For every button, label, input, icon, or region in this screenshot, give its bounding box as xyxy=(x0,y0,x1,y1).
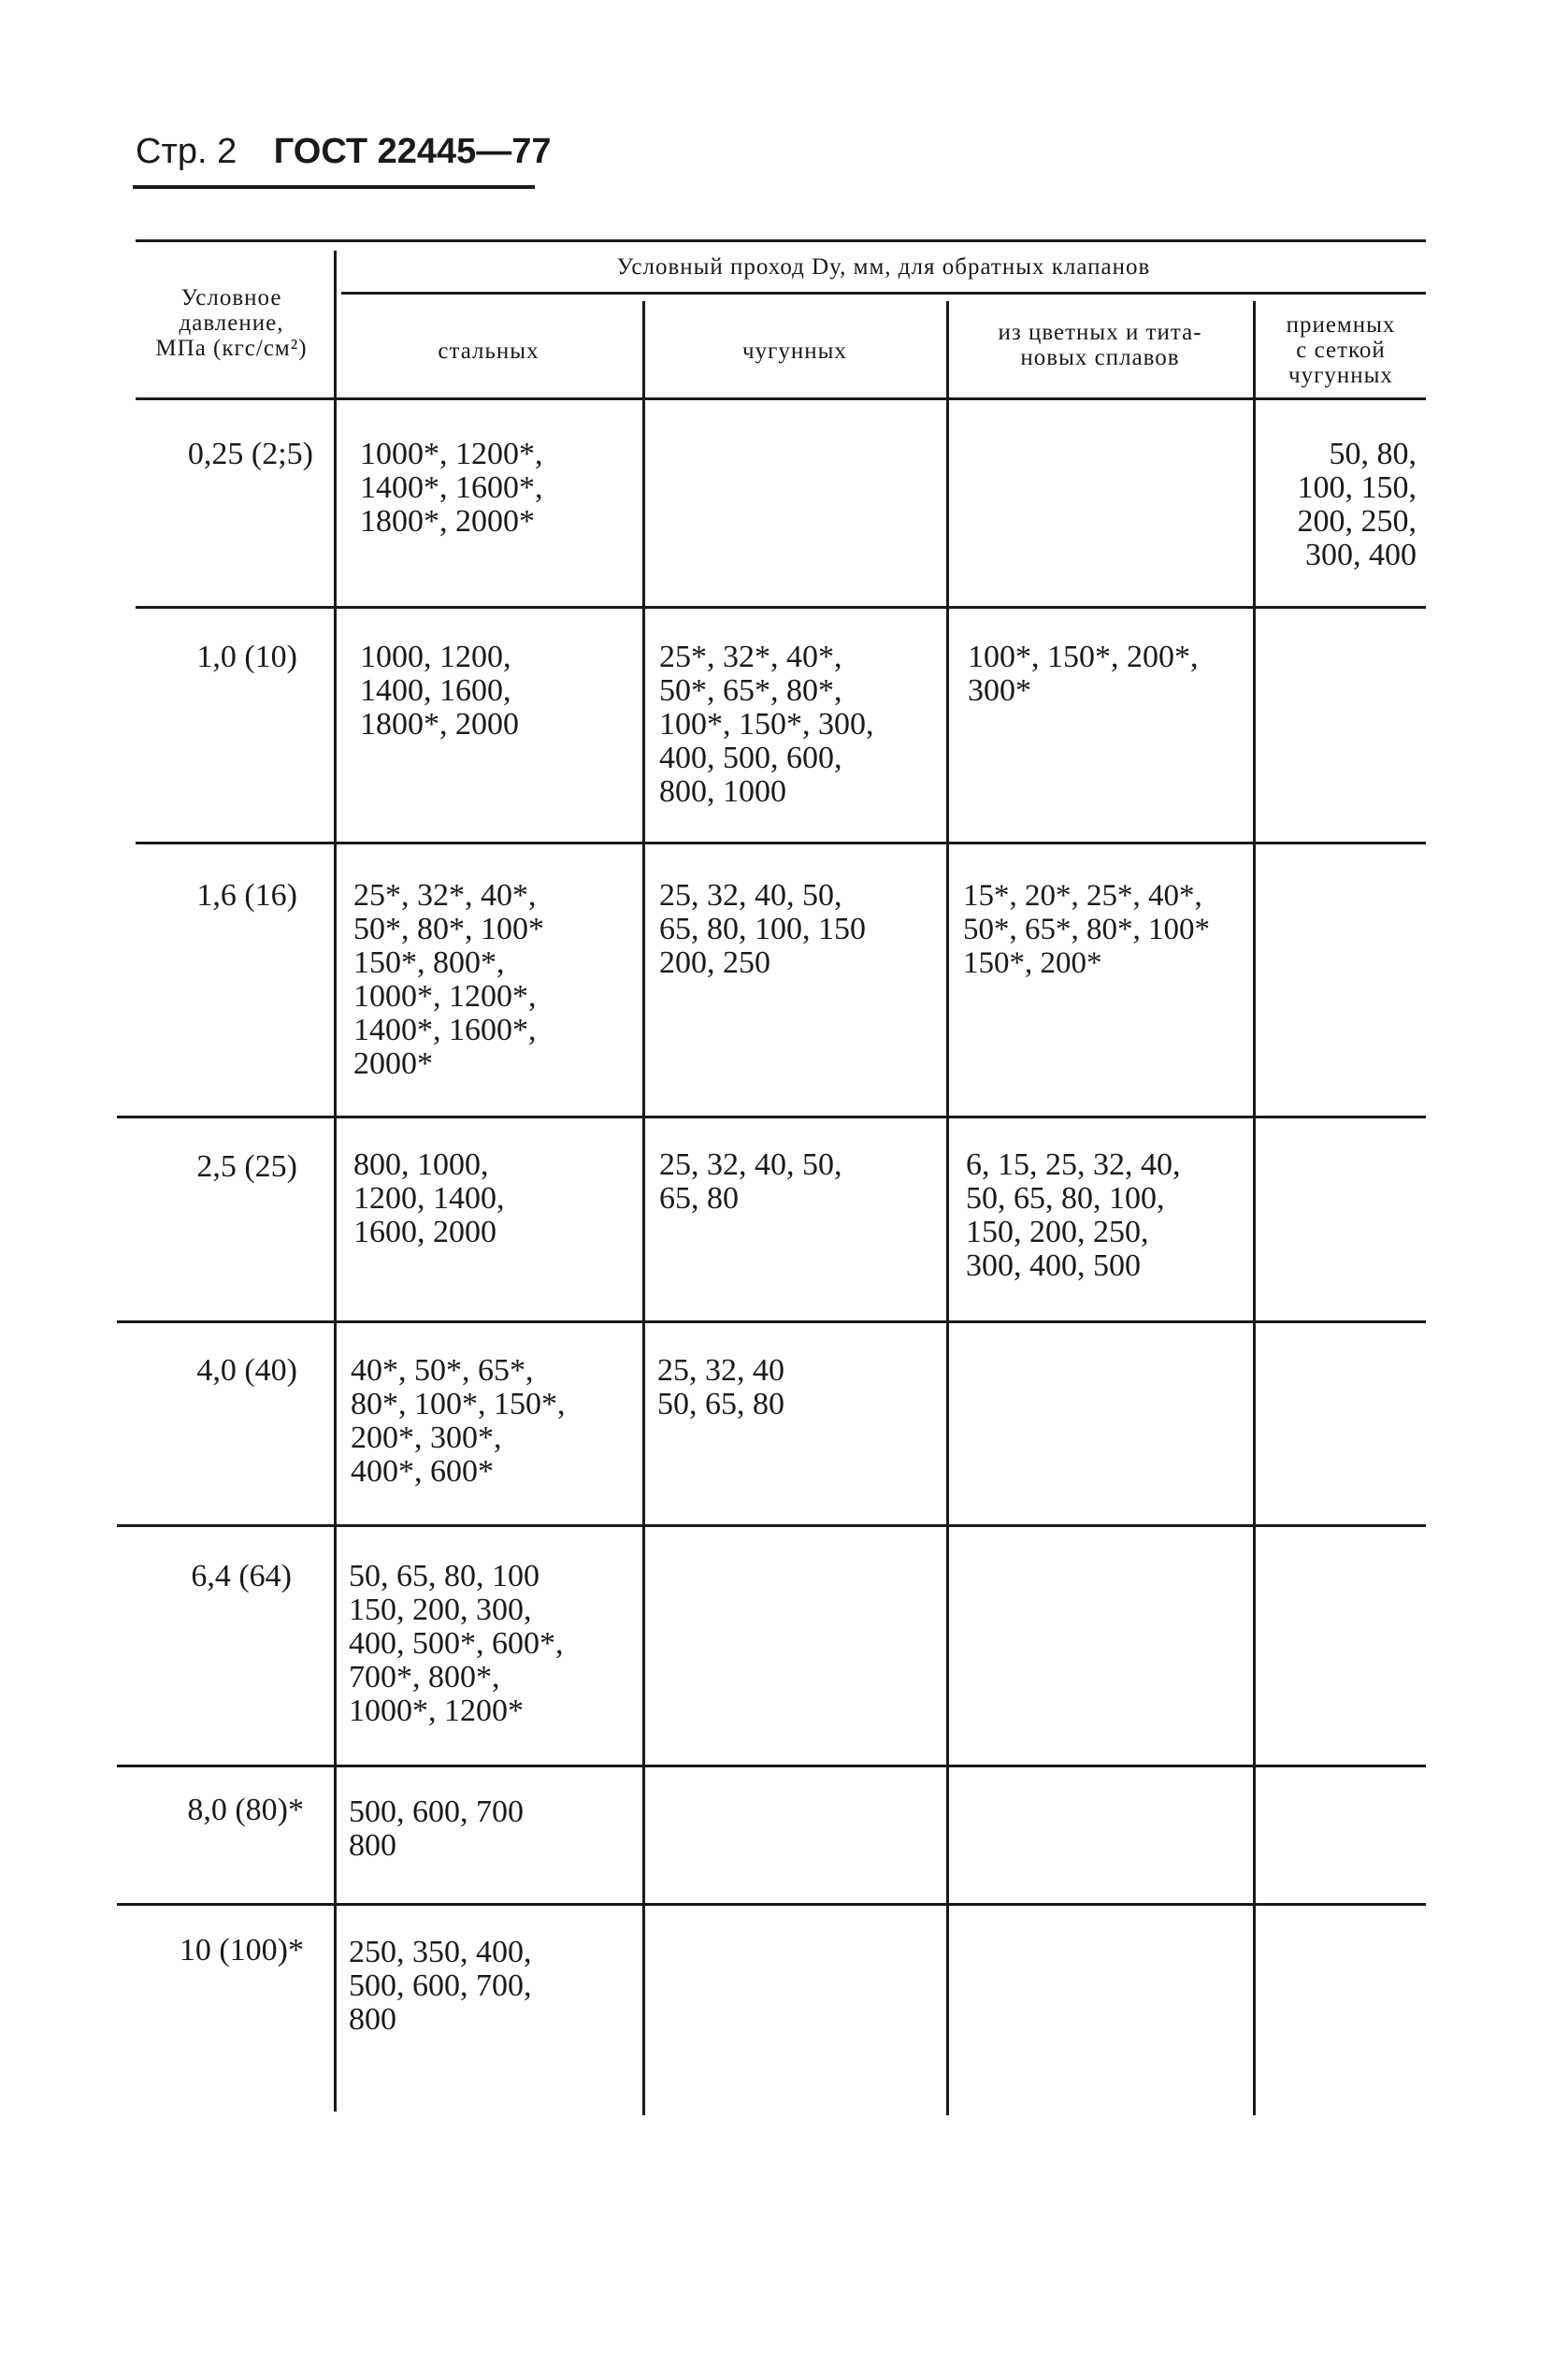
col-header-nonferrous: из цветных и тита- новых сплавов xyxy=(998,320,1202,370)
cast-iron-cell: 25, 32, 40, 50, 65, 80 xyxy=(659,1147,842,1216)
steel-cell: 40*, 50*, 65*, 80*, 100*, 150*, 200*, 300*, 400*, 600* xyxy=(351,1353,566,1489)
cast-iron-cell: 25, 32, 40, 50, 65, 80, 100, 150 200, 250 xyxy=(659,878,866,980)
row-divider xyxy=(117,1320,1426,1323)
intake-cell: 50, 80, 100, 150, 200, 250, 300, 400 xyxy=(1297,437,1417,572)
header-bottom-rule xyxy=(136,397,1426,400)
nonferrous-cell: 6, 15, 25, 32, 40, 50, 65, 80, 100, 150, 200, 250, 300, 400, 500 xyxy=(966,1147,1181,1283)
page-number: Стр. 2 xyxy=(136,132,237,171)
col-group-header: Условный проход Dу, мм, для обратных клапанов xyxy=(616,254,1151,280)
pressure-cell: 0,25 (2;5) xyxy=(187,437,313,471)
pressure-cell: 4,0 (40) xyxy=(196,1353,297,1388)
steel-cell: 50, 65, 80, 100 150, 200, 300, 400, 500*, 600*, 700*, 800*, 1000*, 1200* xyxy=(349,1559,564,1728)
steel-cell: 800, 1000, 1200, 1400, 1600, 2000 xyxy=(353,1147,505,1249)
cast-iron-cell: 25*, 32*, 40*, 50*, 65*, 80*, 100*, 150*, 300, 400, 500, 600, 800, 1000 xyxy=(659,640,874,809)
page-header xyxy=(136,131,552,172)
pressure-cell: 10 (100)* xyxy=(179,1933,304,1968)
steel-cell: 25*, 32*, 40*, 50*, 80*, 100* 150*, 800*, 1000*, 1200*, 1400*, 1600*, 2000* xyxy=(353,878,544,1081)
row-divider xyxy=(117,1903,1426,1906)
nonferrous-cell: 15*, 20*, 25*, 40*, 50*, 65*, 80*, 100* 150*, 200* xyxy=(963,879,1210,980)
steel-cell: 250, 350, 400, 500, 600, 700, 800 xyxy=(349,1935,532,2037)
col-header-steel: стальных xyxy=(438,339,539,364)
header-underline xyxy=(133,185,535,189)
row-divider xyxy=(136,842,1426,844)
group-header-rule xyxy=(341,292,1426,295)
row-divider xyxy=(136,606,1426,609)
nonferrous-cell: 100*, 150*, 200*, 300* xyxy=(968,640,1199,708)
pressure-cell: 8,0 (80)* xyxy=(187,1793,304,1827)
col-divider-pressure xyxy=(334,251,337,2112)
row-divider xyxy=(117,1116,1426,1118)
pressure-cell: 6,4 (64) xyxy=(191,1559,292,1593)
row-divider xyxy=(117,1765,1426,1767)
col-divider-steel xyxy=(642,301,645,2115)
col-header-intake: приемных с сеткой чугунных xyxy=(1286,312,1396,388)
pressure-cell: 1,6 (16) xyxy=(196,878,297,913)
pressure-cell: 1,0 (10) xyxy=(196,640,297,674)
steel-cell: 1000*, 1200*, 1400*, 1600*, 1800*, 2000* xyxy=(360,437,543,539)
table-top-rule xyxy=(136,239,1426,242)
steel-cell: 500, 600, 700 800 xyxy=(349,1795,524,1863)
col-header-pressure: Условное давление, МПа (кгс/см²) xyxy=(155,285,308,361)
col-header-cast-iron: чугунных xyxy=(742,339,847,364)
pressure-cell: 2,5 (25) xyxy=(196,1149,297,1184)
cast-iron-cell: 25, 32, 40 50, 65, 80 xyxy=(657,1353,784,1421)
row-divider xyxy=(117,1524,1426,1527)
col-divider-nonferrous xyxy=(1253,301,1256,2115)
col-divider-cast-iron xyxy=(946,301,949,2115)
standard-number: ГОСТ 22445—77 xyxy=(273,132,552,171)
steel-cell: 1000, 1200, 1400, 1600, 1800*, 2000 xyxy=(360,640,519,742)
